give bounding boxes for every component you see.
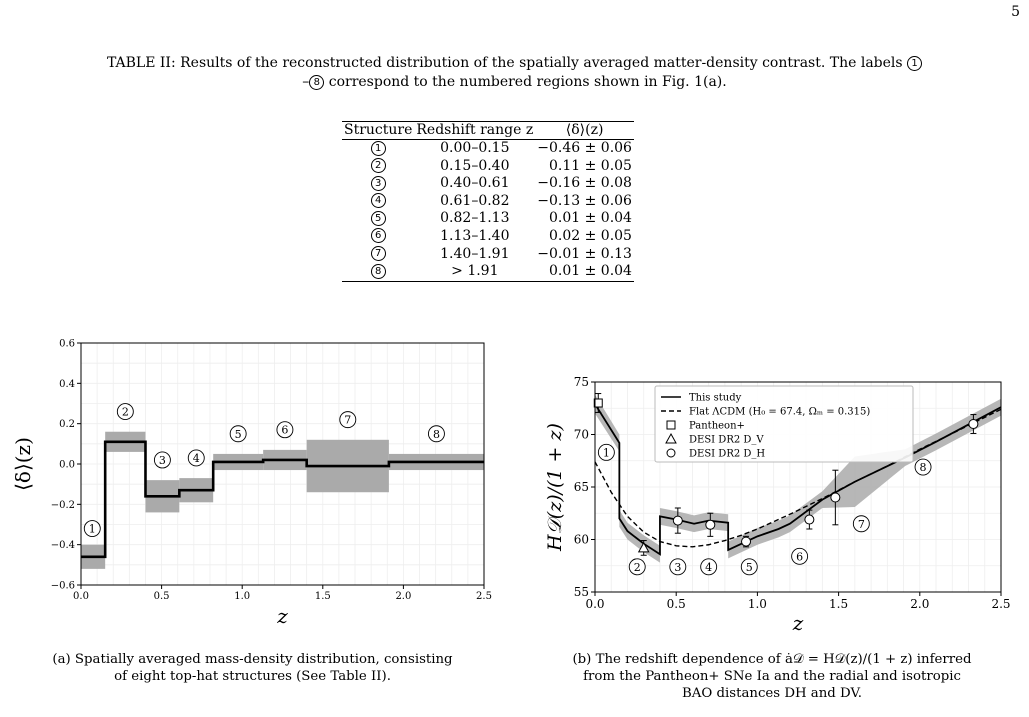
- y-tick-label: 0.6: [59, 338, 75, 350]
- delta-cell: 0.01 ± 0.04: [548, 210, 632, 227]
- structure-label: 1: [371, 141, 386, 156]
- x-tick-label: 0.0: [73, 591, 89, 602]
- table-row: [342, 246, 634, 264]
- region-label-4: 4: [705, 560, 713, 574]
- legend-label: Pantheon+: [689, 420, 745, 432]
- desi-dh-point: [969, 420, 978, 429]
- region-label-8: 8: [432, 427, 440, 441]
- header-delta: ⟨δ⟩(z): [535, 122, 634, 140]
- y-tick-label: 55: [573, 585, 589, 600]
- x-tick-label: 2.5: [991, 597, 1011, 611]
- desi-dh-point: [742, 537, 751, 546]
- region-label-7: 7: [857, 517, 865, 531]
- figure-a-caption: [0, 651, 505, 685]
- desi-dh-point: [805, 515, 814, 524]
- legend-marker-circle: [667, 449, 675, 457]
- structure-label: 7: [371, 246, 386, 261]
- figure-a-caption-line: (a) Spatially averaged mass-density distribution, consisting: [52, 652, 453, 667]
- x-tick-label: 0.0: [585, 597, 605, 611]
- chart-density: [0, 330, 505, 635]
- x-tick-label: 1.0: [747, 597, 767, 611]
- x-tick-label: 2.5: [476, 591, 492, 602]
- region-label-3: 3: [158, 453, 166, 467]
- figure-b-caption: [515, 651, 1029, 702]
- y-tick-label: 0.4: [59, 378, 75, 390]
- table-caption: [0, 54, 1029, 92]
- region-label-3: 3: [674, 560, 682, 574]
- figure-b-caption-line: BAO distances DH and DV.: [682, 686, 862, 701]
- y-tick-label: 0.2: [59, 419, 75, 431]
- range-cell: 1.40–1.91: [440, 245, 510, 262]
- delta-cell: 0.11 ± 0.05: [548, 157, 632, 174]
- range-cell: 0.15–0.40: [440, 157, 510, 174]
- table-row: [342, 263, 634, 281]
- y-axis-label: H𝒟(z)/(1 + z): [544, 423, 566, 551]
- legend-label: DESI DR2 D_H: [689, 448, 766, 460]
- region-label-7: 7: [344, 413, 352, 427]
- y-tick-label: 60: [573, 532, 589, 547]
- y-tick-label: −0.4: [50, 540, 75, 552]
- table-row: [342, 158, 634, 176]
- table-header-row: [342, 122, 634, 140]
- y-tick-label: 0.0: [59, 459, 75, 471]
- x-tick-label: 0.5: [666, 597, 686, 611]
- structure-label: 8: [371, 264, 386, 279]
- caption-dash: –: [302, 74, 310, 90]
- delta-cell: 0.01 ± 0.04: [535, 263, 634, 281]
- range-cell: 0.40–0.61: [440, 175, 510, 192]
- region-label-6: 6: [281, 423, 289, 437]
- header-redshift-range: Redshift range z: [416, 122, 534, 138]
- region-label-8: 8: [919, 461, 927, 475]
- page-number: 5: [1011, 4, 1020, 20]
- chart-hubble: [515, 360, 1029, 635]
- x-tick-label: 1.5: [314, 591, 331, 602]
- region-label-1: 1: [602, 446, 610, 460]
- y-tick-label: 65: [573, 480, 589, 495]
- x-tick-label: 0.5: [153, 591, 170, 602]
- table-row: [342, 193, 634, 211]
- header-structure: Structure: [344, 122, 413, 138]
- range-cell: 0.82–1.13: [440, 210, 510, 227]
- y-tick-label: 75: [573, 375, 589, 390]
- x-tick-label: 1.5: [829, 597, 849, 611]
- y-tick-label: −0.2: [50, 499, 75, 511]
- delta-cell: −0.01 ± 0.13: [537, 245, 632, 262]
- table-caption-text-2: correspond to the numbered regions shown in Fig. 1(a).: [328, 74, 727, 90]
- legend-label: DESI DR2 D_V: [689, 434, 764, 446]
- region-label-1: 1: [88, 522, 96, 536]
- structure-label: 4: [371, 193, 386, 208]
- range-cell: 0.61–0.82: [440, 192, 510, 209]
- y-axis-label: ⟨δ⟩(z): [11, 437, 35, 491]
- legend-label: Flat ΛCDM (H₀ = 67.4, Ωₘ = 0.315): [689, 406, 871, 418]
- table-caption-text: TABLE II: Results of the reconstructed distribution of the spatially averaged matter-density contrast. The labels: [106, 55, 903, 71]
- caption-label-start: 1: [907, 56, 922, 71]
- delta-cell: −0.13 ± 0.06: [537, 192, 632, 209]
- table-row: [342, 228, 634, 246]
- delta-cell: −0.16 ± 0.08: [537, 175, 632, 192]
- region-label-2: 2: [633, 560, 641, 574]
- table-row: [342, 140, 634, 158]
- region-label-2: 2: [121, 405, 129, 419]
- desi-dh-point: [706, 520, 715, 529]
- legend-marker-square: [667, 421, 675, 429]
- structure-label: 6: [371, 228, 386, 243]
- structure-label: 3: [371, 176, 386, 191]
- figure-b-caption-line: from the Pantheon+ SNe Ia and the radial and isotropic: [583, 669, 961, 684]
- table-row: [342, 175, 634, 193]
- desi-dh-point: [831, 493, 840, 502]
- x-axis-label: z: [792, 611, 804, 635]
- caption-label-end: 8: [309, 75, 324, 90]
- results-table: [342, 121, 634, 282]
- y-tick-label: 70: [573, 427, 589, 442]
- structure-label: 5: [371, 211, 386, 226]
- structure-label: 2: [371, 158, 386, 173]
- region-label-6: 6: [796, 550, 804, 564]
- y-tick-label: −0.6: [50, 580, 75, 592]
- legend-label: This study: [689, 392, 742, 404]
- figure-a-caption-line: of eight top-hat structures (See Table II).: [114, 669, 391, 684]
- x-tick-label: 1.0: [234, 591, 251, 602]
- figure-b-caption-line: (b) The redshift dependence of ȧ𝒟 = H𝒟(z)/(1 + z) inferred: [572, 652, 972, 667]
- delta-cell: −0.46 ± 0.06: [537, 140, 632, 156]
- table-row: [342, 210, 634, 228]
- region-label-4: 4: [192, 451, 200, 465]
- range-cell: 1.13–1.40: [440, 227, 510, 244]
- region-label-5: 5: [745, 560, 753, 574]
- x-tick-label: 2.0: [395, 591, 412, 602]
- delta-cell: 0.02 ± 0.05: [548, 227, 632, 244]
- range-cell: > 1.91: [414, 263, 535, 281]
- range-cell: 0.00–0.15: [440, 140, 510, 156]
- x-tick-label: 2.0: [910, 597, 930, 611]
- x-axis-label: z: [277, 604, 288, 628]
- region-label-5: 5: [234, 427, 242, 441]
- desi-dh-point: [673, 516, 682, 525]
